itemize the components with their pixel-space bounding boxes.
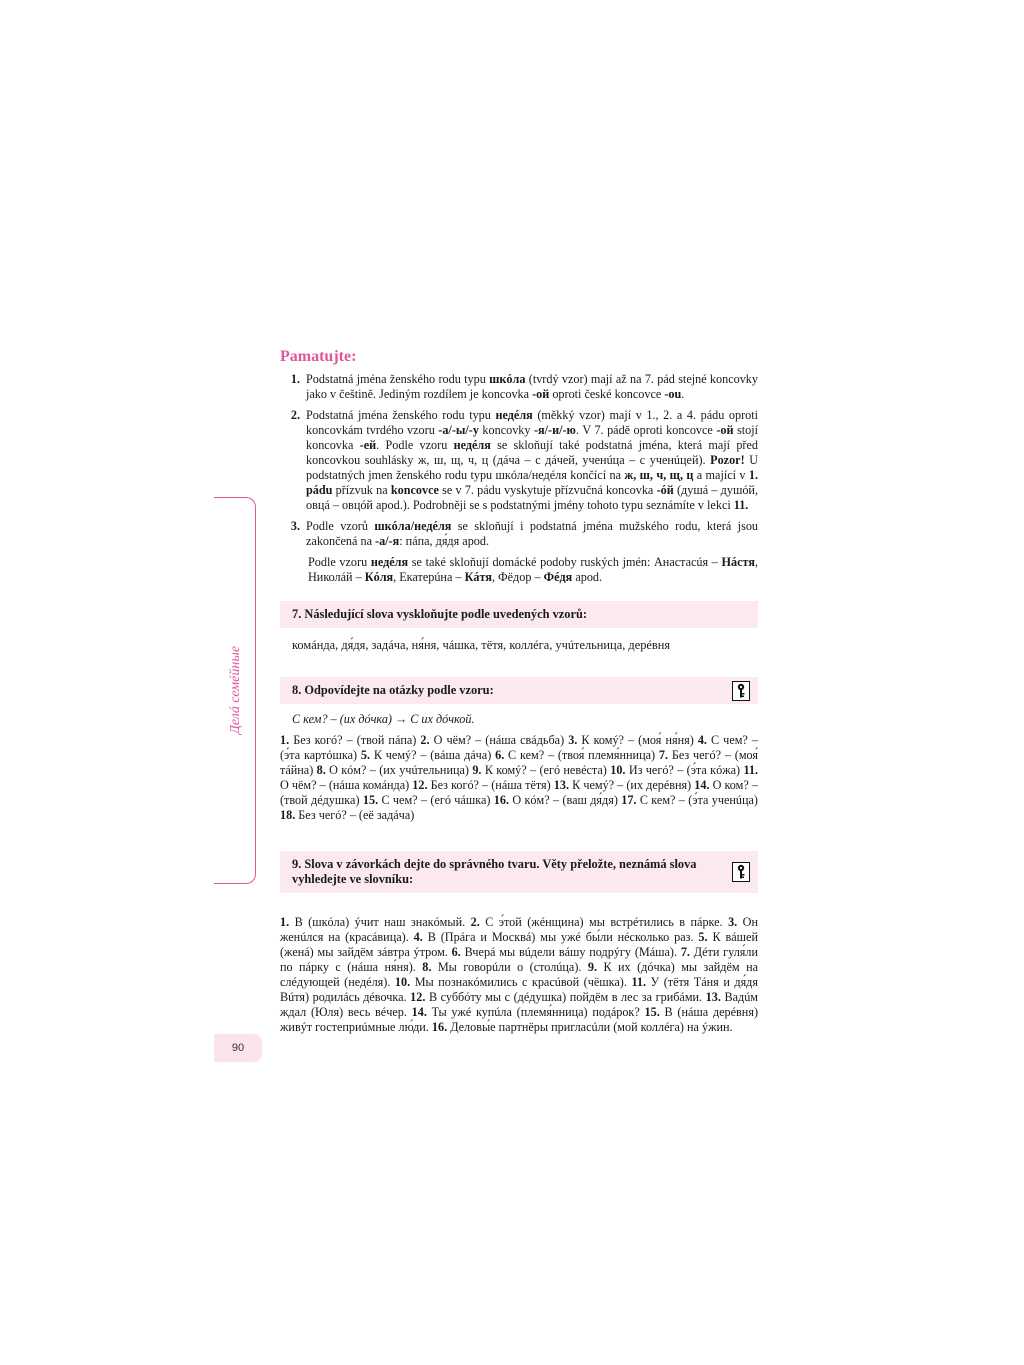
item-number: 15. (644, 1005, 660, 1019)
exercise-8-header: 8. Odpovídejte na otázky podle vzoru: (292, 683, 494, 697)
item-text: С э́той (жéнщина) мы встрéтились в пáрке. (479, 915, 729, 929)
text-run: (měkký vzor) mají v 1., 2. a 4. pádu oproti koncovkám tvrdého vzoru (306, 408, 758, 437)
item-text: К комý? – (моя́ ня́ня) (577, 733, 698, 747)
main-content (280, 348, 758, 1035)
item-number: 3. (568, 733, 578, 747)
item-number: 9. (472, 763, 482, 777)
item-number: 16. (431, 1020, 448, 1034)
item-number: 8. (422, 960, 432, 974)
item-text: В (Прáга и Москвá) мы ужé бы́ли нéсколько раз. (422, 930, 699, 944)
bold-text: шкóла (489, 372, 526, 386)
item-text: В суббóту мы с (дéдушка) пойдём в лес за грибáми. (425, 990, 706, 1004)
exercise-item (471, 915, 728, 929)
text-run: koncovky (478, 423, 534, 437)
item-text: О ком? – (твой дéдушка) (280, 778, 758, 807)
item-number: 7. (680, 945, 690, 959)
item-text: К их (дóчка) мы зайдём на слéдующей (недéля). (280, 960, 759, 989)
item-number: 10. (610, 763, 626, 777)
item-text: С чем? – (егó чáшка) (378, 793, 494, 807)
text-run: Podstatná jména ženského rodu typu (306, 408, 496, 422)
item-number: 8. (316, 763, 326, 777)
exercise-9-header-box (280, 851, 758, 893)
item-number: 12. (410, 990, 426, 1004)
bold-text: Нáстя (721, 555, 755, 569)
item-text: С чем? – (э́та картóшка) (280, 733, 758, 762)
bold-text: недéля (495, 408, 533, 422)
item-text: В (нáша дерéвня) живýт гостеприúмные лю́ди. (280, 1005, 758, 1034)
exercise-item (568, 733, 698, 747)
rule-2 (280, 408, 758, 513)
exercise-item (317, 763, 473, 777)
bold-text: -я/-и/-ю (533, 423, 576, 437)
item-number: 13. (553, 778, 570, 792)
bold-text: -óй (656, 483, 674, 497)
exercise-item (280, 915, 471, 929)
rule-number: 1. (290, 372, 300, 386)
item-text: Ты ужé купúла (племя́нница) подáрок? (426, 1005, 645, 1019)
item-number: 3. (728, 915, 738, 929)
text-run: (душá – душóй, овцá – овцóй apod.). Podrobněji se s podstatnými jmény tohoto typu seznámíte v lekci (306, 483, 758, 512)
text-run: se skloňují i podstatná jména mužského rodu, která jsou zakončená na (306, 519, 759, 548)
item-text: У (тётя Тáня и дя́дя Вúтя) родилáсь дéвочка. (280, 975, 758, 1004)
bold-text: 11. (733, 498, 749, 512)
item-number: 2. (470, 915, 480, 929)
text-run: a mající v (693, 468, 749, 482)
bold-text: -а/-я (375, 534, 400, 548)
exercise-item (412, 778, 554, 792)
item-text: О чём? – (нáша комáнда) (280, 778, 413, 792)
item-text: В (шкóла) ýчит наш знакóмый. (289, 915, 471, 929)
item-number: 17. (621, 793, 637, 807)
item-text: С кем? – (твоя́ племя́нница) (504, 748, 659, 762)
exercise-item (361, 748, 495, 762)
item-text: Деловы́е партнёры пригласúли (мой коллéга) на ýжин. (447, 1020, 733, 1034)
exercise-8-items (280, 733, 758, 823)
bold-text: ж, ш, ч, щ, ц (624, 468, 694, 482)
text-run: Podle vzoru (308, 555, 371, 569)
text-run: apod. (572, 570, 603, 584)
item-text: К вáшей (женá) мы зайдём зáвтра ýтром. (280, 930, 758, 959)
text-run: Podle vzorů (306, 519, 375, 533)
rule-number: 3. (290, 519, 300, 533)
page-number: 90 (231, 1042, 245, 1054)
key-icon (732, 862, 750, 882)
item-number: 6. (451, 945, 461, 959)
exercise-8-header-box (280, 677, 758, 704)
exercise-item (494, 793, 621, 807)
exercise-item (472, 763, 610, 777)
exercise-item (280, 808, 414, 822)
exercise-item (420, 733, 568, 747)
text-run: : пáпа, дя́дя apod. (399, 534, 490, 548)
item-number: 10. (394, 975, 411, 989)
text-run: stojí koncovka (306, 423, 758, 452)
item-text: К чемý? – (вáша дáча) (370, 748, 496, 762)
item-text: О чём? – (нáша свáдьба) (429, 733, 569, 747)
item-number: 16. (493, 793, 509, 807)
item-number: 4. (413, 930, 423, 944)
item-number: 14. (411, 1005, 427, 1019)
item-number: 6. (495, 748, 505, 762)
exercise-item (422, 960, 588, 974)
item-number: 9. (587, 960, 598, 974)
exercise-7-header: 7. Následující slova vyskloňujte podle uvedených vzorů: (280, 601, 758, 628)
bold-text: Pozor! (710, 453, 745, 467)
bold-text: -ou (664, 387, 682, 401)
text-run: , Фёдор – (491, 570, 544, 584)
item-number: 2. (420, 733, 430, 747)
text-run: . V 7. pádě oproti koncovce (575, 423, 717, 437)
exercise-item (363, 793, 494, 807)
item-text: Мы познакóмились с красúвой (чёшка). (410, 975, 632, 989)
bold-text: -ой (532, 387, 550, 401)
text-run: . Podle vzoru (376, 438, 454, 452)
item-text: Без чегó? – (моя́ тáйна) (280, 748, 758, 777)
rule-note (280, 555, 758, 585)
exercise-9-header: 9. Slova v závorkách dejte do správného tvaru. Věty přeložte, neznámá slova vyhledejte ve slovníku: (292, 857, 697, 886)
text-run: přízvuk na (332, 483, 391, 497)
bold-text: koncovce (390, 483, 439, 497)
item-text: Вчерá мы вúдели вáшу подрýгу (Мáша). (460, 945, 681, 959)
item-text: Без когó? – (твой пáпа) (289, 733, 421, 747)
key-icon (732, 681, 750, 701)
bold-text: шкóла/недéля (374, 519, 452, 533)
item-text: О кóм? – (их учúтельница) (325, 763, 473, 777)
item-number: 12. (412, 778, 428, 792)
rule-1 (280, 372, 758, 402)
item-number: 1. (280, 915, 290, 929)
exercise-item (280, 733, 420, 747)
bold-text: Кáтя (464, 570, 492, 584)
item-number: 14. (694, 778, 710, 792)
text-run: se v 7. pádu vyskytuje přízvučná koncovka (438, 483, 657, 497)
rule-number: 2. (290, 408, 300, 422)
exercise-item (410, 990, 706, 1004)
exercise-item (412, 1005, 645, 1019)
text-run: Podstatná jména ženského rodu typu (306, 372, 490, 386)
text-run: se také skloňují domácké podoby ruských jmén: Анастасúя – (408, 555, 722, 569)
item-number: 11. (743, 763, 759, 777)
bold-text: недéля (453, 438, 491, 452)
item-text: Из чегó? – (э́та кóжа) (625, 763, 744, 777)
exercise-item (610, 763, 743, 777)
rule-text (306, 408, 758, 513)
item-text: Мы говорúли о (столúца). (431, 960, 588, 974)
item-text: К чемý? – (их дерéвня) (569, 778, 695, 792)
exercise-8-sample: С кем? – (их дóчка) → С их дóчкой. (292, 712, 475, 726)
rule-3 (280, 519, 758, 549)
rule-text (306, 519, 758, 549)
text-run: , Екатерúна – (393, 570, 465, 584)
text-run: (tvrdý vzor) mají až na 7. pád stejné koncovky jako v češtině. Jediným rozdílem je koncovka (306, 372, 758, 401)
text-run: U podstatných jmen ženského rodu typu шкóла/недéля končící na (306, 453, 758, 482)
bold-text: -ей (359, 438, 377, 452)
item-number: 5. (698, 930, 708, 944)
rule-text (306, 372, 758, 402)
item-number: 13. (705, 990, 721, 1004)
text-run: se skloňují také podstatná jména, která mají před koncovkou souhlásky ж, ш, щ, ч, ц (дáча – с дáчей, ученúца – с ученúцей). (306, 438, 758, 467)
exercise-7-words: комáнда, дя́дя, задáча, ня́ня, чáшка, тётя, коллéга, учúтельница, дерéвня (292, 638, 671, 652)
bold-text: -а/-ы/-у (438, 423, 479, 437)
remember-title: Pamatujte: (280, 348, 357, 365)
item-text: О кóм? – (ваш дя́дя) (509, 793, 622, 807)
item-number: 15. (362, 793, 379, 807)
exercise-item (495, 748, 659, 762)
text-run: , Николáй – (308, 555, 758, 584)
exercise-item (554, 778, 695, 792)
text-run: . (681, 387, 685, 401)
item-text: С кем? – (э́та ученúца) (636, 793, 758, 807)
item-text: Он женúлся на (красáвица). (280, 915, 758, 944)
exercise-item (395, 975, 632, 989)
exercise-item (621, 793, 758, 807)
item-number: 7. (658, 748, 669, 762)
exercise-item (432, 1020, 733, 1034)
bold-text: недéля (370, 555, 409, 569)
exercise-item (452, 945, 681, 959)
item-number: 1. (280, 733, 290, 747)
item-text: Без когó? – (нáша тётя) (427, 778, 554, 792)
item-number: 4. (697, 733, 707, 747)
item-text: Дéти гуля́ли по пáрку с (нáша ня́ня). (280, 945, 758, 974)
exercise-9-items (280, 915, 758, 1035)
bold-text: 1. pádu (306, 468, 759, 497)
item-number: 5. (360, 748, 371, 762)
exercise-item (414, 930, 699, 944)
bold-text: Кóля (364, 570, 394, 584)
chapter-title: Делá семéйные (228, 645, 243, 735)
text-run: oproti české koncovce (549, 387, 665, 401)
item-text: Без чегó? – (её задáча) (295, 808, 415, 822)
bold-text: Фéдя (543, 570, 573, 584)
item-number: 11. (631, 975, 646, 989)
item-number: 18. (280, 808, 296, 822)
item-text: Вадúм ждал (Юля) весь вéчер. (280, 990, 759, 1019)
item-text: К комý? – (егó невéста) (481, 763, 611, 777)
bold-text: -ой (716, 423, 734, 437)
